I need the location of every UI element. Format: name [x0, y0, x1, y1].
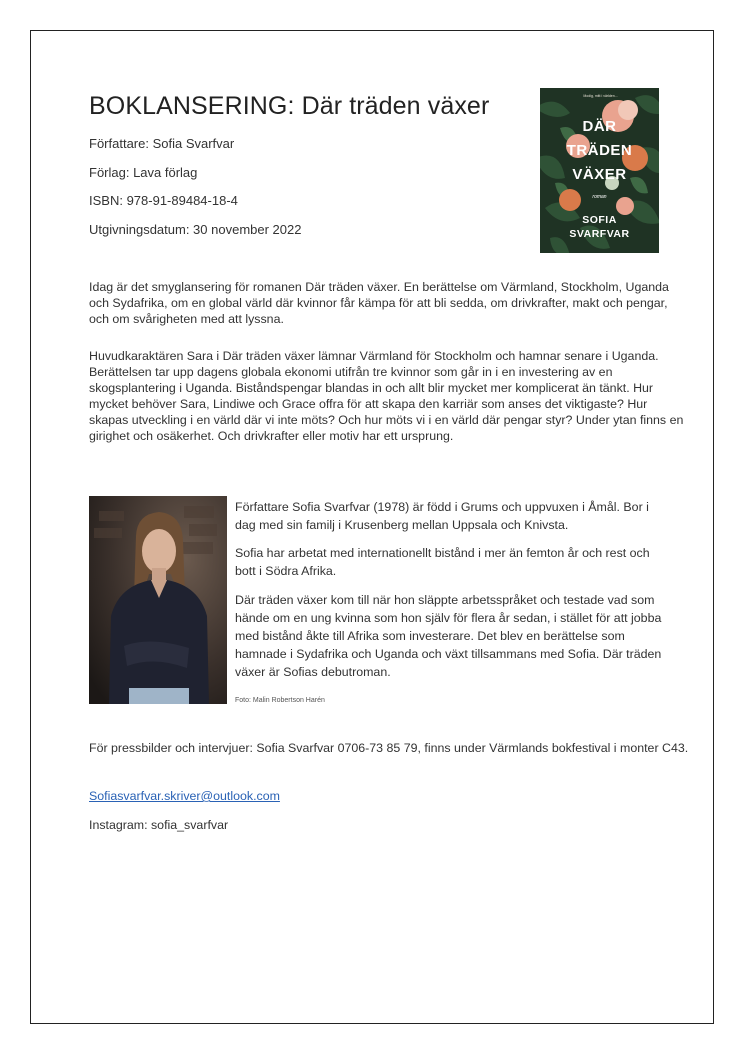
isbn-line: ISBN: 978-91-89484-18-4: [89, 193, 238, 208]
author-line: Författare: Sofia Svarfvar: [89, 136, 235, 151]
document-page: [30, 30, 714, 1024]
cover-title-line3: VÄXER: [572, 166, 627, 183]
author-portrait-icon: [89, 496, 227, 704]
page-title: BOKLANSERING: Där träden växer: [89, 92, 490, 120]
cover-author-line1: SOFIA: [582, 214, 617, 226]
email-link[interactable]: Sofiasvarfvar.skriver@outlook.com: [89, 789, 280, 803]
cover-genre: roman: [592, 194, 607, 200]
author-photo: [89, 496, 227, 704]
cover-title-line2: TRÄDEN: [566, 142, 633, 159]
intro-paragraph: Idag är det smyglansering för romanen Där träden växer. En berättelse om Värmland, Stockholm, Uganda och Sydafrika, om en global värld där kvinnor får kämpa för att bli sedda, om drivkrafter, makt och pengar, och om svårigheten med att lyssna.: [89, 280, 669, 326]
cover-author-line2: SVARFVAR: [569, 228, 630, 240]
photo-credit: Foto: Malin Robertson Harén: [235, 697, 325, 704]
press-contact: För pressbilder och intervjuer: Sofia Svarfvar 0706-73 85 79, finns under Värmlands bokfestival i monter C43.: [89, 741, 689, 755]
instagram-line: Instagram: sofia_svarfvar: [89, 818, 229, 832]
bio-paragraph-1: Författare Sofia Svarfvar (1978) är född i Grums och uppvuxen i Åmål. Bor i dag med sin familj i Krusenberg mellan Uppsala och Knivsta.: [235, 500, 649, 532]
cover-quote: Modig, mitt i världen...: [583, 94, 618, 98]
bio-paragraph-2: Sofia har arbetat med internationellt bistånd i mer än femton år och rest och bott i Södra Afrika.: [235, 546, 650, 578]
cover-title-line1: DÄR: [582, 118, 617, 135]
book-cover: [540, 88, 659, 253]
bio-paragraph-3: Där träden växer kom till när hon släppte arbetsspråket och testade vad som hände om en ung kvinna som hon själv för flera år sedan, i stället för att jobba med bistånd åkte till Afrika som investerare. Det blev en berättelse som hamnade i Sydafrika och Uganda och växt tillsammans med Sofia. Där träden växer är Sofias debutroman.: [235, 593, 662, 679]
release-date-line: Utgivningsdatum: 30 november 2022: [89, 222, 302, 237]
plot-paragraph: Huvudkaraktären Sara i Där träden växer lämnar Värmland för Stockholm och hamnar senare i Uganda. Berättelsen tar upp dagens globala ekonomi utifrån tre kvinnor som går in i en investering av en skogsplantering i Uganda. Biståndspengar blandas in och allt blir mycket mer komplicerat än tänkt. Hur mycket behöver Sara, Lindiwe och Grace offra för att skapa den karriär som anses det viktigaste? Hur skapas utveckling i en värld där vi inte möts? Och hur möts vi i en värld där pengar styr? Under ytan finns en girighet och osäkerhet. Och drivkrafter eller motiv har ett ursprung.: [89, 349, 684, 443]
publisher-line: Förlag: Lava förlag: [89, 165, 198, 180]
